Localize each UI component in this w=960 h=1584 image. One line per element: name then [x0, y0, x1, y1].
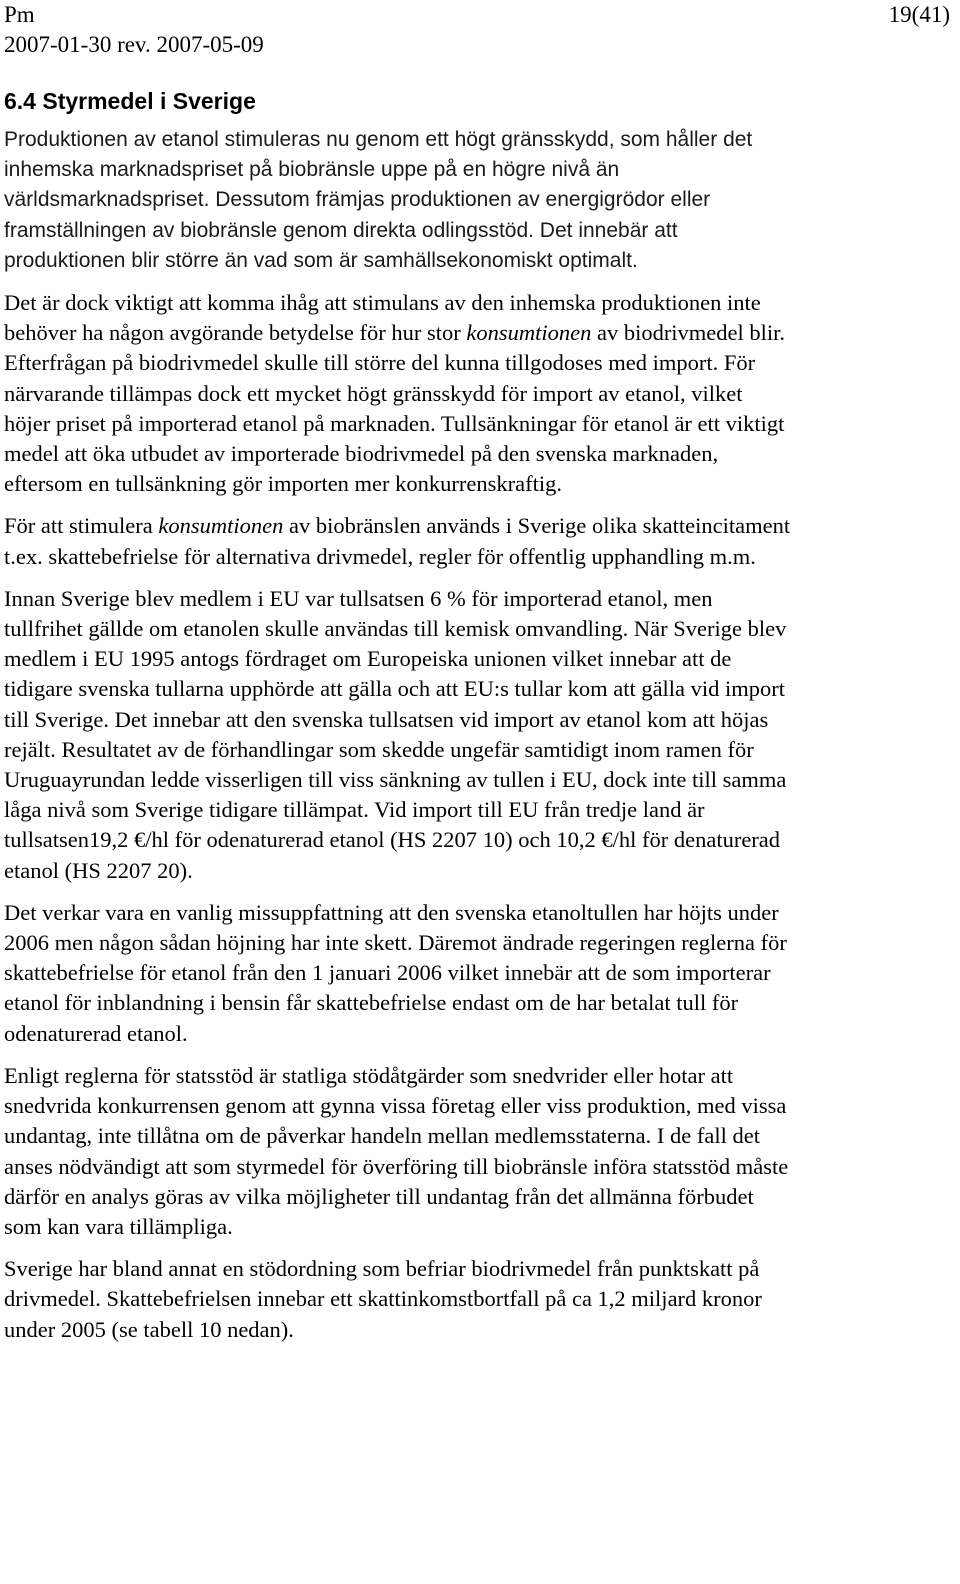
paragraph-text: av biodrivmedel blir. Efterfrågan på biodrivmedel skulle till större del kunna tillgodoses med import. För närvarande tillämpas dock ett mycket högt gränsskydd för import av etanol, vilket höjer priset på importerad etanol på marknaden. Tullsänkningar för etanol är ett viktigt medel att öka utbudet av importerade biodrivmedel på den svenska marknaden, eftersom en tullsänkning gör importen mer konkurrenskraftig. [4, 320, 786, 497]
paragraph-2 [4, 288, 794, 499]
page-number: 19(41) [888, 2, 950, 27]
paragraph-text: Sverige har bland annat en stödordning som befriar biodrivmedel från punktskatt på drivmedel. Skattebefrielsen innebar ett skattinkomstbortfall på ca 1,2 miljard kronor under 2005 (se tabell 10 nedan). [4, 1256, 762, 1342]
emphasized-term: konsumtionen [466, 320, 592, 346]
paragraph-text: av biobränslen används i Sverige olika skatteincitament t.ex. skattebefrielse för alternativa drivmedel, regler för offentlig upphandling m.m. [4, 513, 791, 569]
paragraph-text: Innan Sverige blev medlem i EU var tullsatsen 6 % för importerad etanol, men tullfrihet gällde om etanolen skulle användas till kemisk omvandling. När Sverige blev medlem i EU 1995 antogs fördraget om Europeiska unionen vilket innebar att de tidigare svenska tullarna upphörde att gälla och att EU:s tullar kom att gälla vid import till Sverige. Det innebar att den svenska tullsatsen vid import av etanol kom att höjas rejält. Resultatet av de förhandlingar som skedde ungefär samtidigt inom ramen för Uruguayrundan ledde visserligen till viss sänkning av tullen i EU, dock inte till samma låga nivå som Sverige tidigare tillämpat. Vid import till EU från tredje land är tullsatsen19,2 €/hl för odenaturerad etanol (HS 2207 10) och 10,2 €/hl för denaturerad etanol (HS 2207 20). [4, 585, 787, 883]
paragraph-3 [4, 511, 794, 571]
document-header-left [4, 0, 264, 60]
page-header [4, 0, 950, 60]
paragraph-text: Det verkar vara en vanlig missuppfattning att den svenska etanoltullen har höjts under 2006 men någon sådan höjning har inte skett. Däremot ändrade regeringen reglerna för skattebefrielse för etanol från den 1 januari 2006 vilket innebär att de som importerar etanol för inblandning i bensin får skattebefrielse endast om de har betalat tull för odenaturerad etanol. [4, 899, 787, 1046]
paragraph-6 [4, 1061, 794, 1242]
paragraph-5 [4, 898, 794, 1049]
paragraph-text: Produktionen av etanol stimuleras nu genom ett högt gränsskydd, som håller det inhemska marknadspriset på biobränsle uppe på en högre nivå än världsmarknadspriset. Dessutom främjas produktionen av energigrödor eller framställningen av biobränsle genom direkta odlingsstöd. Det innebär att produktionen blir större än vad som är samhällsekonomiskt optimalt. [4, 128, 753, 272]
emphasized-term: konsumtionen [158, 513, 284, 539]
paragraph-4 [4, 584, 794, 886]
paragraph-1 [4, 125, 794, 276]
document-title: Pm [4, 2, 35, 27]
paragraph-7 [4, 1254, 794, 1345]
section-heading: 6.4 Styrmedel i Sverige [4, 88, 256, 114]
paragraph-text: Det är dock viktigt att komma ihåg att stimulans av den inhemska produktionen inte behöver ha någon avgörande betydelse för hur stor [4, 290, 761, 346]
document-date: 2007-01-30 rev. 2007-05-09 [4, 32, 264, 57]
paragraph-text: För att stimulera [4, 513, 159, 539]
document-body [4, 125, 794, 1357]
paragraph-text: Enligt reglerna för statsstöd är statliga stödåtgärder som snedvrider eller hotar att snedvrida konkurrensen genom att gynna vissa företag eller viss produktion, med vissa undantag, inte tillåtna om de påverkar handeln mellan medlemsstaterna. I de fall det anses nödvändigt att som styrmedel för överföring till biobränsle införa statsstöd måste därför en analys göras av vilka möjligheter till undantag från det allmänna förbudet som kan vara tillämpliga. [4, 1062, 789, 1239]
